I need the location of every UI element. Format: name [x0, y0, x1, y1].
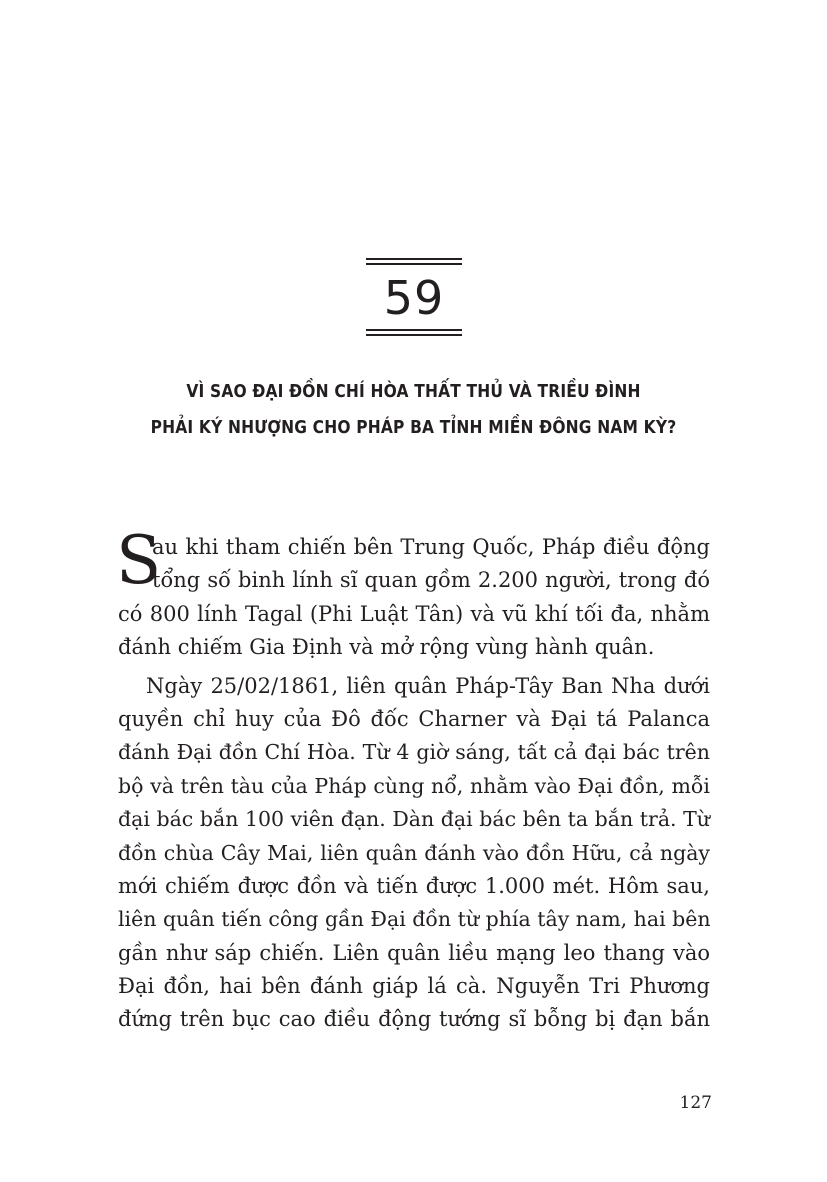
- chapter-number-block: [366, 258, 462, 336]
- paragraph-2-line: đồn chùa Cây Mai, liên quân đánh vào đồn Hữu, cả ngày: [118, 840, 710, 865]
- top-rule-2: [366, 263, 462, 265]
- paragraph-1-line: tổng số binh lính sĩ quan gồm 2.200 người, trong đó: [152, 568, 710, 593]
- paragraph-1-line: đánh chiếm Gia Định và mở rộng vùng hành quân.: [118, 635, 655, 660]
- paragraph-1-line: có 800 lính Tagal (Phi Luật Tân) và vũ khí tối đa, nhằm: [118, 601, 710, 626]
- paragraph-1: [116, 522, 710, 665]
- paragraph-2-line: Đại đồn, hai bên đánh giáp lá cà. Nguyễn Tri Phương: [118, 974, 710, 999]
- paragraph-2-line: Ngày 25/02/1861, liên quân Pháp-Tây Ban Nha dưới: [146, 673, 710, 698]
- paragraph-2-line: gần như sáp chiến. Liên quân liều mạng leo thang vào: [118, 940, 710, 965]
- paragraph-2: [118, 670, 710, 1037]
- bottom-rule-2: [366, 334, 462, 336]
- paragraph-2-line: bộ và trên tàu của Pháp cùng nổ, nhằm vào Đại đồn, mỗi: [118, 773, 710, 798]
- paragraph-2-line: đại bác bắn 100 viên đạn. Dàn đại bác bên ta bắn trả. Từ: [118, 807, 710, 832]
- top-rule-1: [366, 258, 462, 260]
- paragraph-1-line: au khi tham chiến bên Trung Quốc, Pháp điều động: [152, 535, 710, 559]
- chapter-title: [144, 374, 683, 446]
- paragraph-2-line: đánh Đại đồn Chí Hòa. Từ 4 giờ sáng, tất cả đại bác trên: [118, 740, 710, 765]
- paragraph-2-line: liên quân tiến công gần Đại đồn từ phía tây nam, hai bên: [118, 907, 711, 932]
- paragraph-2-line: mới chiếm được đồn và tiến được 1.000 mét. Hôm sau,: [118, 873, 710, 898]
- drop-cap: S: [116, 522, 162, 599]
- chapter-number: 59: [383, 271, 445, 325]
- paragraph-2-line: đứng trên bục cao điều động tướng sĩ bỗng bị đạn bắn: [118, 1007, 710, 1032]
- chapter-title-line-2: PHẢI KÝ NHƯỢNG CHO PHÁP BA TỈNH MIỀN ĐÔNG NAM KỲ?: [150, 417, 677, 438]
- body-text: [116, 522, 711, 1037]
- chapter-title-line-1: VÌ SAO ĐẠI ĐỒN CHÍ HÒA THẤT THỦ VÀ TRIỀU ĐÌNH: [186, 381, 641, 402]
- paragraph-2-line: quyền chỉ huy của Đô đốc Charner và Đại tá Palanca: [118, 706, 710, 731]
- bottom-rule-1: [366, 329, 462, 331]
- page-number: 127: [679, 1093, 712, 1113]
